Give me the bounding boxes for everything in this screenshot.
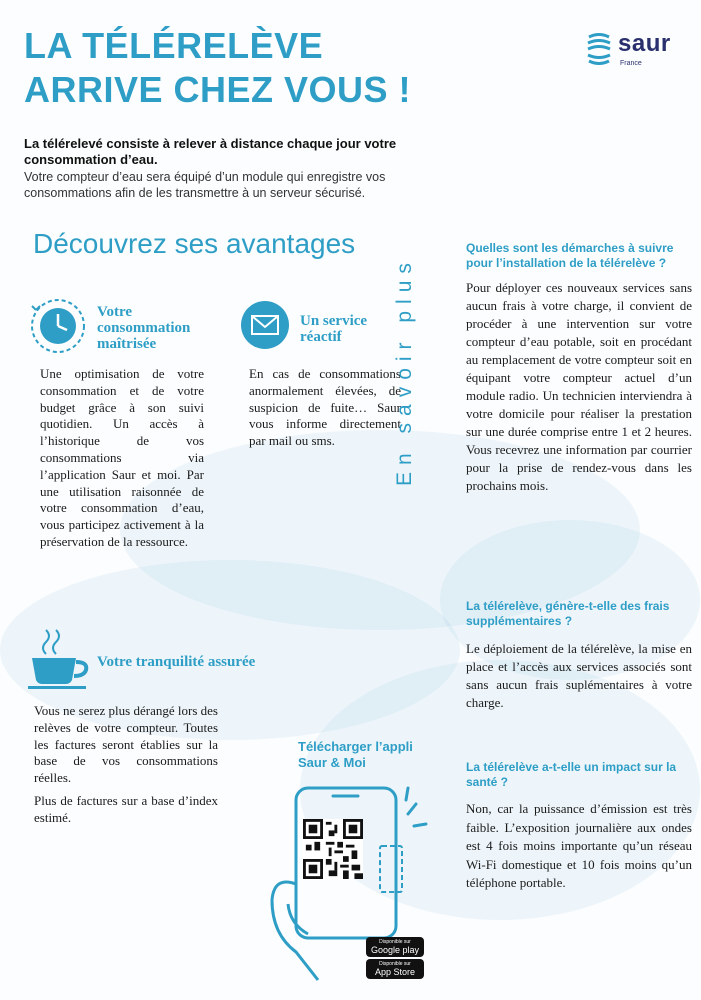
logo-sub: France (620, 60, 642, 67)
qr-code[interactable] (303, 819, 363, 879)
app-store-badge[interactable] (366, 959, 424, 979)
saur-logo-icon (585, 32, 613, 66)
clock-icon (28, 296, 88, 356)
page-title (24, 24, 411, 112)
faq-answer-2: Le déploiement de la télérelève, la mise en place et l’accès aux services associés sont sans aucun frais suplémentaires à votre charge. (466, 641, 692, 710)
faq-question-3: La télérelève a-t-elle un impact sur la santé ? (466, 760, 677, 789)
app-title: Télécharger l’appli Saur & Moi (298, 739, 413, 770)
section3-title: Votre tranquilité assurée (97, 654, 256, 670)
title-line-2: ARRIVE CHEZ VOUS ! (24, 69, 412, 110)
google-play-label: Google play (370, 945, 420, 955)
faq-question-1: Quelles sont les démarches à suivre pour l’installation de la télérelève ? (466, 241, 674, 270)
logo-name: saur (618, 30, 671, 57)
intro-bold: La télérelevé consiste à relever à distance chaque jour votre consommation d’eau. (24, 136, 397, 167)
mail-icon (240, 300, 290, 350)
app-store-label: App Store (374, 967, 416, 977)
section1-text: Une optimisation de votre consommation et de votre budget grâce à son suivi quotidien. Un accès à l’historique de vos consommations via l’application Saur et moi. Par une utilisation raisonnée de votre consommation d’eau, vous participez activement à la préservation de la ressource. (40, 366, 204, 549)
section2-text: En cas de consommations anormalement élevées, de suspicion de fuite… Saur vous informe directement par mail ou sms. (249, 366, 401, 449)
coffee-cup-icon (26, 626, 92, 690)
faq-answer-1: Pour déployer ces nouveaux services sans aucun frais à votre charge, il convient de procéder à une intervention sur votre compteur d’eau potable, soit en procédant au remplacement de votre compteur soit en équipant votre compteur actuel d’un module radio. Un technicien interviendra à votre domicile pour réaliser la prestation sur une durée comprise entre 1 et 2 heures. Vous recevrez une information par courrier pour la prise de rendez-vous dans les prochains mois. (466, 280, 692, 493)
google-play-small: Disponible sur (379, 939, 411, 945)
section2-title: Un service réactif (300, 313, 368, 345)
faq-answer-3: Non, car la puissance d’émission est très faible. L’exposition journalière aux ondes est 4 fois moins importante qu’un réseau Wi-Fi domestique et 10 fois moins qu’un téléphone portable. (466, 801, 692, 890)
google-play-badge[interactable] (366, 937, 424, 957)
title-line-1: LA TÉLÉRELÈVE (24, 25, 324, 66)
section3-text2: Plus de factures sur a base d’index estimé. (34, 793, 218, 825)
app-store-small: Disponible sur (379, 961, 411, 967)
advantages-heading: Découvrez ses avantages (33, 228, 356, 259)
faq-question-2: La télérelève, génère-t-elle des frais supplémentaires ? (466, 599, 670, 628)
section1-title: Votre consommation maîtrisée (97, 304, 191, 352)
section3-text1: Vous ne serez plus dérangé lors des relèves de votre compteur. Toutes les factures seront établies sur la base de vos consommations réelles. (34, 703, 218, 786)
en-savoir-plus-label: En savoir plus (393, 256, 416, 486)
intro-text: Votre compteur d’eau sera équipé d’un module qui enregistre vos consommations afin de les transmettre à un serveur sécurisé. (24, 170, 386, 200)
